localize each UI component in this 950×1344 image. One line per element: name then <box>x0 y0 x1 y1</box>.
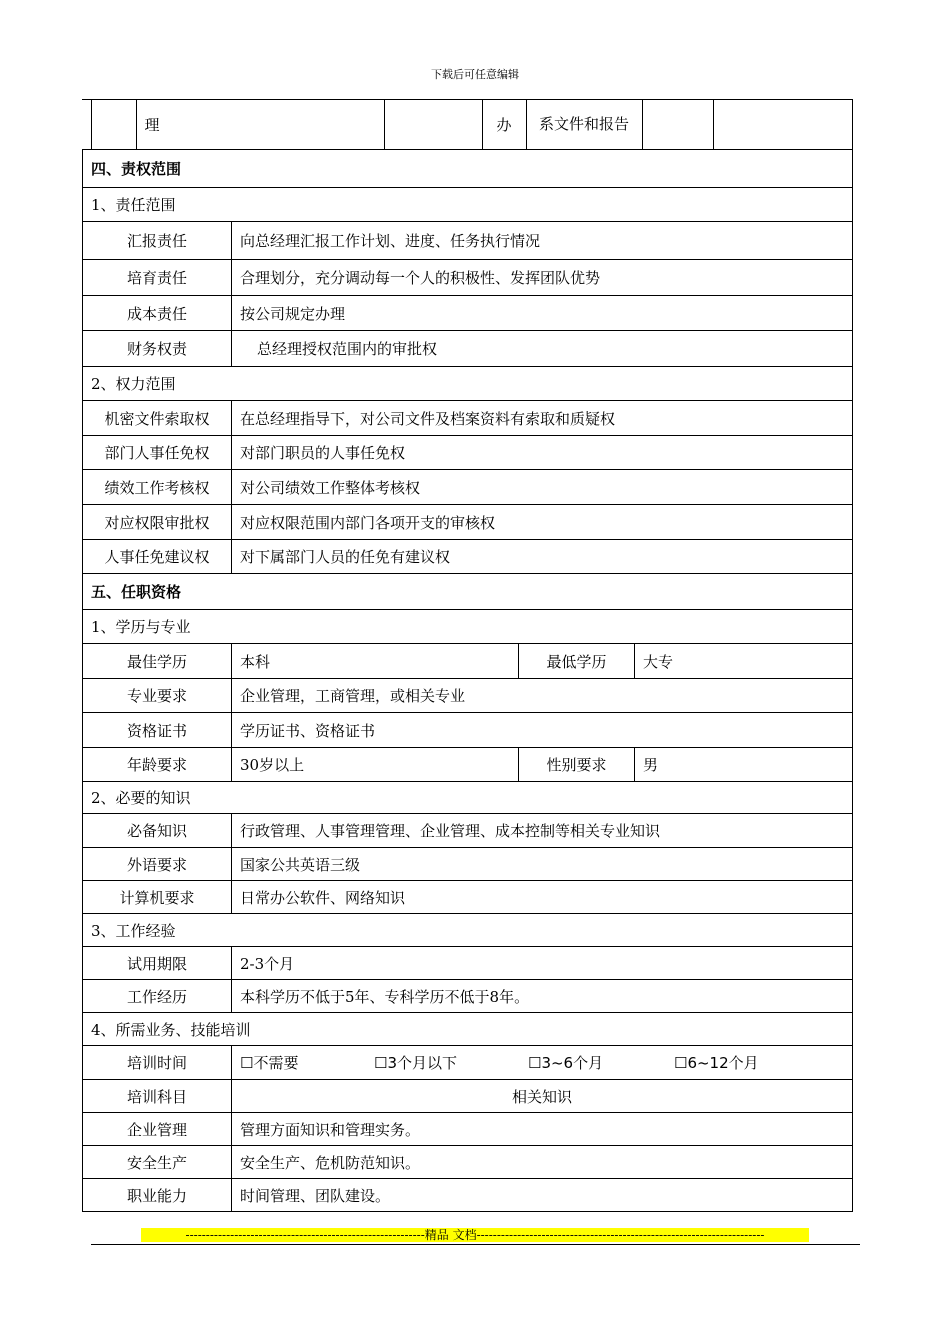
field-label: 专业要求 <box>83 679 232 713</box>
top-gap-cell <box>82 100 91 150</box>
top-empty-cell <box>713 100 852 150</box>
subsection-title: 4、所需业务、技能培训 <box>83 1013 853 1046</box>
field-label: 必备知识 <box>83 814 232 848</box>
footer-banner: -----------------------------------------------------------精品 文档----------------------------------------------------------------------- <box>141 1228 809 1242</box>
field-value: 相关知识 <box>232 1080 853 1113</box>
training-time-options <box>232 1046 853 1080</box>
field-label: 培育责任 <box>83 260 232 296</box>
field-label: 企业管理 <box>83 1113 232 1146</box>
field-label: 最佳学历 <box>83 644 232 679</box>
checkbox-option[interactable]: ☐6~12个月 <box>674 1054 759 1072</box>
field-value: 向总经理汇报工作计划、进度、任务执行情况 <box>232 222 853 260</box>
job-requirements-table <box>82 149 853 1212</box>
subsection-title: 1、学历与专业 <box>83 610 853 644</box>
field-label: 培训科目 <box>83 1080 232 1113</box>
field-value: 总经理授权范围内的审批权 <box>232 331 853 367</box>
field-value: 对应权限范围内部门各项开支的审核权 <box>232 505 853 540</box>
checkbox-option[interactable]: ☐3个月以下 <box>374 1054 457 1072</box>
checkbox-option[interactable]: ☐3~6个月 <box>528 1054 604 1072</box>
field-value: 对部门职员的人事任免权 <box>232 436 853 470</box>
field-value: 学历证书、资格证书 <box>232 713 853 748</box>
subsection-title: 1、责任范围 <box>83 188 853 222</box>
subsection-title: 2、必要的知识 <box>83 782 853 814</box>
field-label: 计算机要求 <box>83 881 232 914</box>
field-label: 工作经历 <box>83 980 232 1013</box>
field-label: 年龄要求 <box>83 748 232 782</box>
field-value: 安全生产、危机防范知识。 <box>232 1146 853 1179</box>
field-value: 管理方面知识和管理实务。 <box>232 1113 853 1146</box>
top-mid-cell: 办 <box>482 100 526 150</box>
field-value: 日常办公软件、网络知识 <box>232 881 853 914</box>
field-value: 大专 <box>635 644 853 679</box>
section-title-s5: 五、任职资格 <box>83 574 853 610</box>
top-empty-cell <box>642 100 713 150</box>
field-label: 性别要求 <box>519 748 635 782</box>
field-value: 按公司规定办理 <box>232 296 853 331</box>
field-value: 对公司绩效工作整体考核权 <box>232 470 853 505</box>
page-header: 下载后可任意编辑 <box>431 68 519 81</box>
field-label: 试用期限 <box>83 947 232 980</box>
footer-divider <box>91 1244 860 1245</box>
field-label: 培训时间 <box>83 1046 232 1080</box>
top-label-cell: 理 <box>136 100 384 150</box>
field-value: 时间管理、团队建设。 <box>232 1179 853 1212</box>
field-label: 安全生产 <box>83 1146 232 1179</box>
top-text-cell: 系文件和报告 <box>526 100 642 150</box>
field-value: 男 <box>635 748 853 782</box>
field-label: 机密文件索取权 <box>83 401 232 436</box>
field-label: 外语要求 <box>83 848 232 881</box>
field-value: 国家公共英语三级 <box>232 848 853 881</box>
subsection-title: 2、权力范围 <box>83 367 853 401</box>
field-label: 成本责任 <box>83 296 232 331</box>
field-label: 对应权限审批权 <box>83 505 232 540</box>
field-value: 企业管理，工商管理，或相关专业 <box>232 679 853 713</box>
top-empty-cell <box>384 100 482 150</box>
field-label: 职业能力 <box>83 1179 232 1212</box>
field-value: 合理划分，充分调动每一个人的积极性、发挥团队优势 <box>232 260 853 296</box>
section-title-s4: 四、责权范围 <box>83 150 853 188</box>
field-value: 在总经理指导下，对公司文件及档案资料有索取和质疑权 <box>232 401 853 436</box>
top-continuation-table <box>82 99 853 150</box>
field-label: 汇报责任 <box>83 222 232 260</box>
field-label: 绩效工作考核权 <box>83 470 232 505</box>
field-value: 2-3个月 <box>232 947 853 980</box>
subsection-title: 3、工作经验 <box>83 914 853 947</box>
field-label: 财务权责 <box>83 331 232 367</box>
field-value: 行政管理、人事管理管理、企业管理、成本控制等相关专业知识 <box>232 814 853 848</box>
field-label: 人事任免建议权 <box>83 540 232 574</box>
field-value: 本科学历不低于5年、专科学历不低于8年。 <box>232 980 853 1013</box>
field-label: 最低学历 <box>519 644 635 679</box>
checkbox-option[interactable]: ☐不需要 <box>240 1054 299 1072</box>
field-value: 对下属部门人员的任免有建议权 <box>232 540 853 574</box>
field-label: 资格证书 <box>83 713 232 748</box>
field-value: 30岁以上 <box>232 748 519 782</box>
field-label: 部门人事任免权 <box>83 436 232 470</box>
top-empty-cell <box>91 100 136 150</box>
field-value: 本科 <box>232 644 519 679</box>
